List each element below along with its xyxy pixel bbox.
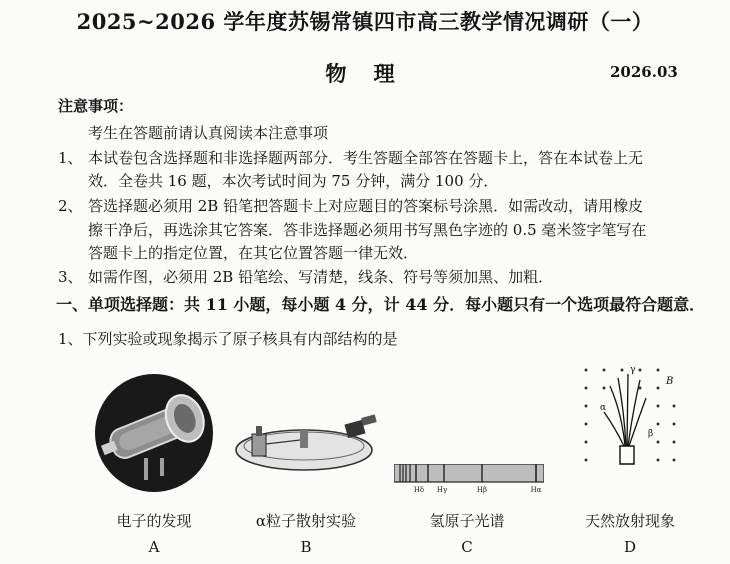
notice-item-number: 2、 [58,197,83,215]
notice-item-line: 本试卷包含选择题和非选择题两部分．考生答题全部答在答题卡上，答在本试卷上无 [88,149,644,167]
spectrum-line-label: Hδ [413,486,425,494]
section-heading: 一、单项选择题：共 11 小题，每小题 4 分，计 44 分．每小题只有一个选项最符合题意． [56,295,706,314]
option-caption: 氢原子光谱 [429,512,505,530]
option-letter[interactable]: B [300,538,312,556]
option-caption: 天然放射现象 [584,512,675,530]
spectrum-line-label: Hβ [476,486,488,494]
notice-item-line: 答题卡上的指定位置，在其它位置答题一律无效． [88,244,419,262]
notice-intro: 考生在答题前请认真阅读本注意事项 [88,124,329,142]
ray-label: α [600,403,607,413]
spectrum-line-label: Hα [530,486,542,494]
exam-date: 2026.03 [610,63,678,81]
option-letter[interactable]: A [148,538,160,556]
ray-label: γ [630,365,636,375]
notice-item-line: 如需作图，必须用 2B 铅笔绘、写清楚，线条、符号等须加黑、加粗． [88,268,554,286]
spectrum-line-label: Hγ [436,486,448,494]
notice-item-number: 1、 [58,149,83,167]
notice-item-line: 答选择题必须用 2B 铅笔把答题卡上对应题目的答案标号涂黑．如需改动，请用橡皮 [88,197,644,215]
electron-discovery-photo[interactable] [88,372,220,494]
ray-label: β [648,429,654,439]
option-letter[interactable]: D [623,538,637,556]
radioactive-decay-field[interactable] [578,364,682,478]
exam-title: 2025~2026 学年度苏锡常镇四市高三教学情况调研（一） [76,9,654,34]
notice-item-number: 3、 [58,268,83,286]
option-caption: 电子的发现 [116,512,192,530]
subject-title: 物 理 [325,61,405,86]
option-caption: α粒子散射实验 [255,512,357,530]
option-letter[interactable]: C [461,538,473,556]
alpha-scattering-apparatus[interactable] [234,392,386,476]
hydrogen-spectrum-bar[interactable] [394,464,544,494]
notice-heading: 注意事项： [58,97,134,115]
notice-item-line: 擦干净后，再选涂其它答案．答非选择题必须用书写黑色字迹的 0.5 毫米签字笔写在 [88,221,647,239]
question-stem: 1、下列实验或现象揭示了原子核具有内部结构的是 [58,330,398,348]
notice-item-line: 效．全卷共 16 题，本次考试时间为 75 分钟，满分 100 分． [88,172,499,190]
magnetic-field-label: B [666,376,674,387]
